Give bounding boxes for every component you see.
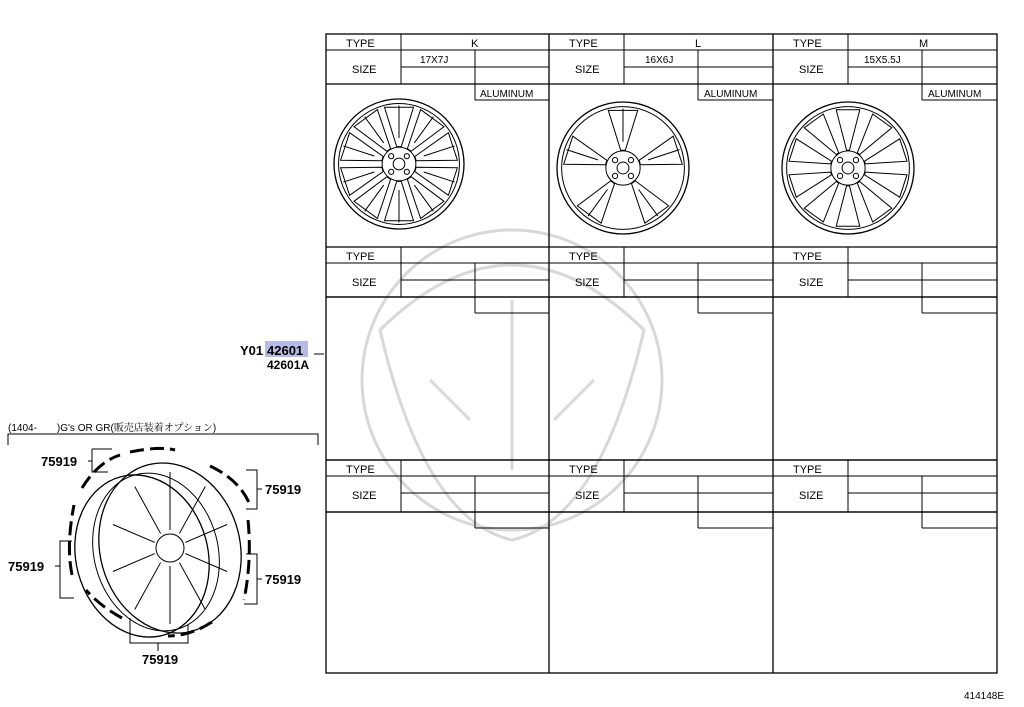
material-l: ALUMINUM bbox=[704, 89, 758, 100]
size-header-label: SIZE bbox=[799, 64, 824, 76]
size-header-label: SIZE bbox=[575, 277, 600, 289]
wheel-stripe-icon bbox=[57, 447, 260, 652]
size-header-label: SIZE bbox=[575, 64, 600, 76]
size-header-label: SIZE bbox=[799, 277, 824, 289]
type-header-label: TYPE bbox=[569, 464, 598, 476]
option-note: (1404- )G's OR GR(販売店装着オプション) bbox=[8, 423, 217, 434]
type-header-label: TYPE bbox=[346, 464, 375, 476]
wheel-k-icon bbox=[334, 99, 464, 229]
type-header-label: TYPE bbox=[793, 38, 822, 50]
type-value-m: M bbox=[919, 38, 929, 50]
size-header-label: SIZE bbox=[799, 490, 824, 502]
size-header-label: SIZE bbox=[352, 64, 377, 76]
type-header-label: TYPE bbox=[346, 38, 375, 50]
size-header-label: SIZE bbox=[352, 277, 377, 289]
wheel-part-callout[interactable] bbox=[240, 341, 324, 372]
type-header-label: TYPE bbox=[569, 251, 598, 263]
stripe-part-label-top[interactable]: 75919 bbox=[41, 454, 78, 469]
option-section bbox=[8, 421, 318, 445]
stripe-part-label-right-top[interactable]: 75919 bbox=[265, 482, 302, 497]
size-header-label: SIZE bbox=[352, 490, 377, 502]
size-value-l: 16X6J bbox=[645, 55, 674, 66]
material-m: ALUMINUM bbox=[928, 89, 982, 100]
part-number-highlighted[interactable]: 42601 bbox=[267, 343, 304, 358]
type-value-k: K bbox=[471, 38, 479, 50]
type-header-label: TYPE bbox=[346, 251, 375, 263]
wheel-m-icon bbox=[782, 102, 914, 234]
type-header-label: TYPE bbox=[793, 251, 822, 263]
type-header-label: TYPE bbox=[569, 38, 598, 50]
size-value-k: 17X7J bbox=[420, 55, 449, 66]
column-type-l bbox=[569, 38, 757, 100]
material-k: ALUMINUM bbox=[480, 89, 534, 100]
part-prefix: Y01 bbox=[240, 343, 264, 358]
type-value-l: L bbox=[695, 38, 702, 50]
stripe-callouts[interactable] bbox=[8, 449, 301, 667]
diagram-id: 414148E bbox=[964, 691, 1005, 702]
stripe-part-label-right-bottom[interactable]: 75919 bbox=[265, 572, 302, 587]
empty-row-labels bbox=[346, 251, 823, 502]
stripe-part-label-bottom[interactable]: 75919 bbox=[142, 652, 179, 667]
column-type-m bbox=[793, 38, 981, 100]
stripe-part-label-left[interactable]: 75919 bbox=[8, 559, 45, 574]
size-value-m: 15X5.5J bbox=[864, 55, 901, 66]
type-header-label: TYPE bbox=[793, 464, 822, 476]
size-header-label: SIZE bbox=[575, 490, 600, 502]
column-type-k bbox=[346, 38, 533, 100]
wheel-l-icon bbox=[557, 102, 689, 234]
part-number-alt[interactable]: 42601A bbox=[267, 358, 310, 372]
